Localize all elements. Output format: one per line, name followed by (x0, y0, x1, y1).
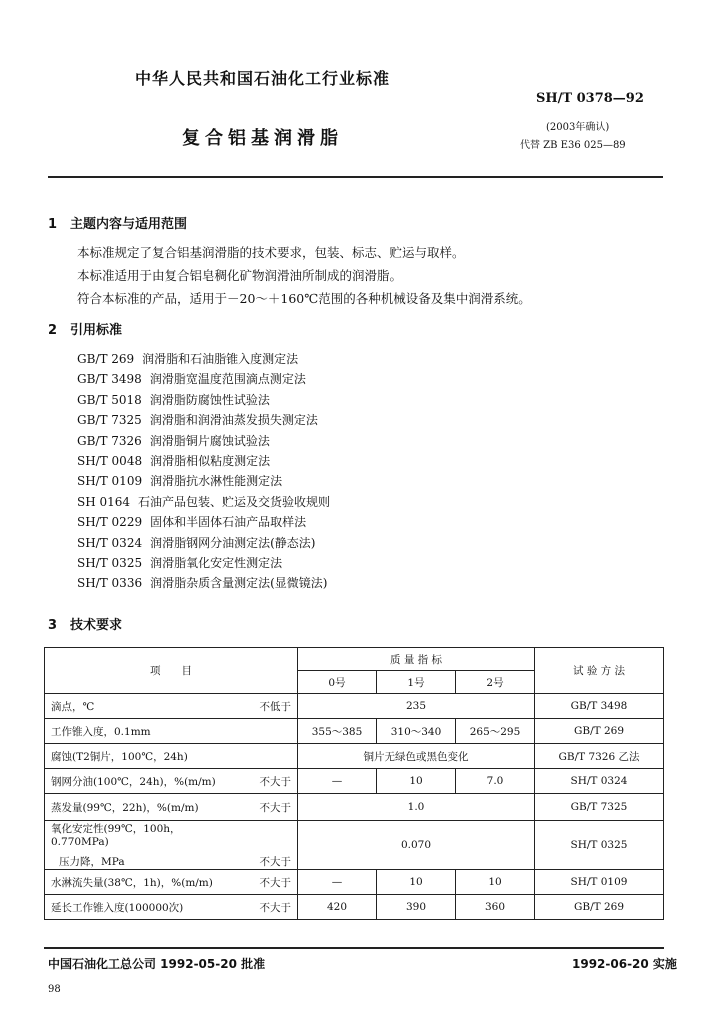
row-value: 铜片无绿色或黑色变化 (298, 744, 535, 769)
row-item-label: 腐蚀(T2铜片，100℃，24h) (51, 750, 188, 763)
reference-code: SH/T 0229 (77, 515, 143, 530)
row-value-grade-0: 420 (298, 895, 377, 920)
table-row (45, 744, 664, 769)
row-limit: 不大于 (227, 769, 298, 794)
row-method: GB/T 7326 乙法 (535, 744, 664, 769)
row-method: GB/T 269 (535, 719, 664, 744)
reference-item (77, 472, 282, 489)
reference-code: SH/T 0109 (77, 474, 143, 489)
reference-code: GB/T 3498 (77, 372, 142, 387)
row-value-grade-0: — (298, 769, 377, 794)
org-title: 中华人民共和国石油化工行业标准 (135, 69, 391, 88)
row-value-grade-2: 360 (456, 895, 535, 920)
row-value-grade-0: — (298, 870, 377, 895)
row-method: GB/T 3498 (535, 694, 664, 719)
reference-title: 润滑脂防腐蚀性试验法 (149, 392, 270, 407)
row-item (45, 744, 228, 769)
row-value: 1.0 (298, 794, 535, 821)
reference-code: SH/T 0336 (77, 576, 143, 591)
row-value: 0.070 (298, 821, 535, 870)
document-title: 复合铝基润滑脂 (182, 128, 343, 149)
reference-title: 润滑脂宽温度范围滴点测定法 (149, 372, 306, 387)
reference-title: 润滑脂和润滑油蒸发损失测定法 (149, 413, 318, 428)
table-row (45, 719, 664, 744)
section-3-heading: 3 技术要求 (48, 618, 123, 633)
reference-code: SH/T 0325 (77, 556, 143, 570)
row-value-grade-1: 10 (377, 769, 456, 794)
row-value-grade-1: 310～340 (377, 719, 456, 744)
reference-item (77, 411, 318, 428)
row-item (45, 870, 228, 895)
row-limit: 不大于 (227, 895, 298, 920)
row-limit: 不大于 (227, 870, 298, 895)
row-value-grade-1: 390 (377, 895, 456, 920)
header-grade: 0号 (298, 671, 377, 694)
reference-item (77, 370, 306, 387)
reference-item (77, 432, 270, 449)
row-limit (227, 744, 298, 769)
reference-item (77, 391, 270, 408)
row-method: SH/T 0324 (535, 769, 664, 794)
reference-title: 润滑脂钢网分油测定法(静态法) (150, 535, 316, 550)
page-number: 98 (48, 984, 61, 995)
row-limit (227, 719, 298, 744)
reference-title: 固体和半固体石油产品取样法 (150, 515, 307, 530)
row-item-label: 滴点，℃ (51, 700, 95, 713)
table-header-row (45, 648, 664, 671)
row-method: GB/T 7325 (535, 794, 664, 821)
reference-item (77, 554, 282, 571)
row-limit: 不低于 (227, 694, 298, 719)
reference-title: 润滑脂杂质含量测定法(显微镜法) (150, 576, 328, 591)
row-item-label: 工作锥入度，0.1mm (51, 725, 151, 738)
header-grade: 1号 (377, 671, 456, 694)
section-1-heading: 1 主题内容与适用范围 (48, 217, 188, 232)
row-item-sublabel: 压力降，MPa (59, 856, 125, 868)
reference-title: 润滑脂抗水淋性能测定法 (150, 474, 283, 489)
reference-item (77, 574, 327, 591)
row-value: 235 (298, 694, 535, 719)
reference-code: GB/T 7325 (77, 413, 142, 428)
reference-item (77, 513, 306, 530)
confirmation-note: (2003年确认) (546, 122, 610, 133)
row-item-label: 蒸发量(99℃，22h)，%(m/m) (51, 801, 199, 814)
row-value-grade-2: 265～295 (456, 719, 535, 744)
table-row (45, 794, 664, 821)
section-1-paragraph: 符合本标准的产品，适用于－20～＋160℃范围的各种机械设备及集中润滑系统。 (77, 291, 531, 306)
row-item (45, 895, 228, 920)
row-item-label: 水淋流失量(38℃，1h)，%(m/m) (51, 876, 213, 889)
row-limit: 不大于 (227, 821, 298, 870)
row-item-label: 氧化安定性(99℃，100h，0.770MPa) (51, 823, 181, 848)
table-row (45, 870, 664, 895)
row-method: SH/T 0109 (535, 870, 664, 895)
table-row (45, 769, 664, 794)
row-value-grade-2: 10 (456, 870, 535, 895)
technical-requirements-table (44, 647, 664, 920)
reference-code: GB/T 269 (77, 352, 135, 366)
header-divider (48, 176, 663, 178)
footer-divider (44, 947, 664, 949)
header-grade: 2号 (456, 671, 535, 694)
reference-item (77, 534, 315, 551)
header-method: 试 验 方 法 (535, 648, 664, 694)
table-row (45, 895, 664, 920)
row-item (45, 794, 228, 821)
row-value-grade-0: 355～385 (298, 719, 377, 744)
row-method: GB/T 269 (535, 895, 664, 920)
header-quality: 质 量 指 标 (298, 648, 535, 671)
row-item (45, 694, 228, 719)
effective-date: 1992-06-20 实施 (572, 957, 677, 971)
replaces-note: 代替 ZB E36 025—89 (520, 140, 626, 151)
reference-code: GB/T 7326 (77, 433, 142, 448)
row-item-label: 钢网分油(100℃，24h)，%(m/m) (51, 775, 216, 788)
reference-code: SH/T 0324 (77, 535, 143, 550)
reference-item (77, 452, 270, 469)
table-row (45, 821, 664, 870)
section-1-paragraph: 本标准规定了复合铝基润滑脂的技术要求，包装、标志、贮运与取样。 (77, 245, 465, 260)
row-item (45, 719, 228, 744)
header-item: 项 目 (45, 648, 298, 694)
reference-code: GB/T 5018 (77, 392, 142, 407)
reference-title: 润滑脂相似粘度测定法 (150, 454, 271, 468)
standard-number: SH/T 0378—92 (536, 91, 644, 106)
reference-code: SH 0164 (77, 494, 131, 509)
reference-code: SH/T 0048 (77, 454, 143, 468)
section-2-heading: 2 引用标准 (48, 323, 123, 338)
reference-item (77, 350, 298, 367)
reference-item (77, 493, 330, 510)
row-value-grade-1: 10 (377, 870, 456, 895)
reference-title: 润滑脂和石油脂锥入度测定法 (142, 352, 299, 366)
reference-title: 石油产品包装、贮运及交货验收规则 (138, 494, 331, 509)
row-item (45, 769, 228, 794)
row-limit: 不大于 (227, 794, 298, 821)
row-value-grade-2: 7.0 (456, 769, 535, 794)
row-method: SH/T 0325 (535, 821, 664, 870)
reference-title: 润滑脂铜片腐蚀试验法 (149, 433, 270, 448)
approval-note: 中国石油化工总公司 1992-05-20 批准 (48, 957, 266, 971)
section-1-paragraph: 本标准适用于由复合铝皂稠化矿物润滑油所制成的润滑脂。 (77, 268, 403, 283)
reference-title: 润滑脂氧化安定性测定法 (150, 556, 283, 570)
table-row (45, 694, 664, 719)
row-item (45, 821, 228, 870)
row-item-label: 延长工作锥入度(100000次) (51, 901, 184, 914)
